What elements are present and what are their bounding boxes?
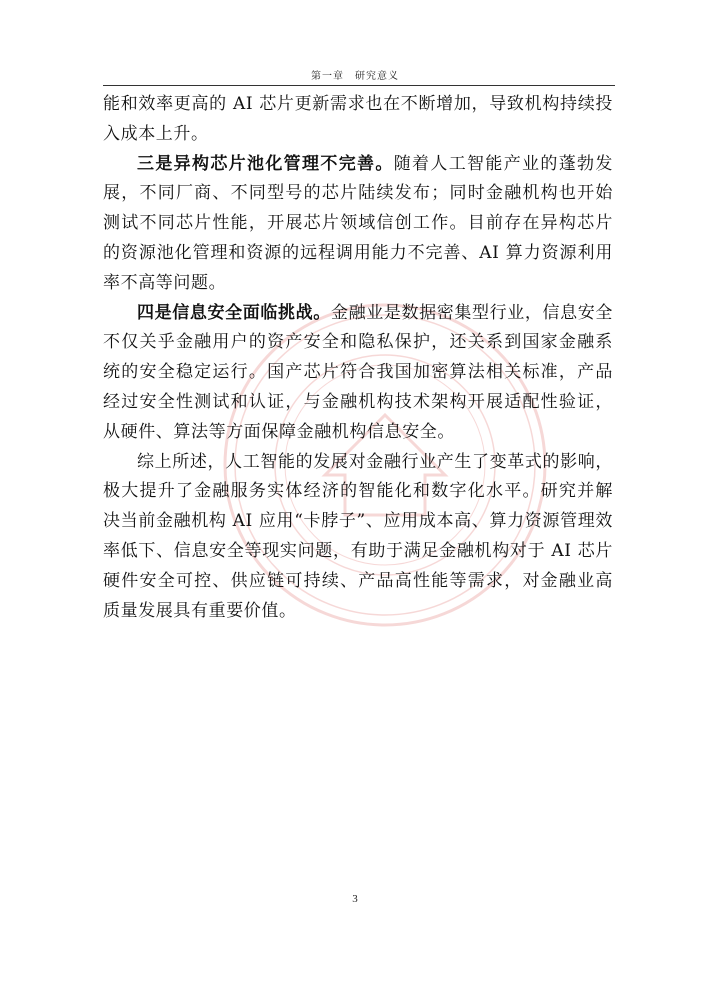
paragraph-point-three: [103, 150, 613, 299]
page-number: 3: [352, 893, 358, 905]
paragraph-text: 综上所述，人工智能的发展对金融行业产生了变革式的影响，极大提升了金融服务实体经济的智能化和数字化水平。研究并解决当前金融机构 AI 应用“卡脖子”、应用成本高、算力资源管理效率低下、信息安全等现实问题，有助于满足金融机构对于 AI 芯片硬件安全可控、供应链可持续、产品高性能等需求，对金融业高质量发展具有重要价值。: [103, 451, 613, 621]
paragraph-point-four: [103, 299, 613, 448]
paragraph-text: 随着人工智能产业的蓬勃发展，不同厂商、不同型号的芯片陆续发布；同时金融机构也开始测试不同芯片性能，开展芯片领域信创工作。目前存在异构芯片的资源池化管理和资源的远程调用能力不完善、AI 算力资源利用率不高等问题。: [103, 153, 613, 293]
running-header: 第一章 研究意义: [311, 71, 399, 82]
paragraph-lead: 三是异构芯片池化管理不完善。: [137, 153, 394, 174]
paragraph-text: 金融业是数据密集型行业，信息安全不仅关乎金融用户的资产安全和隐私保护，还关系到国家金融系统的安全稳定运行。国产芯片符合我国加密算法相关标准，产品经过安全性测试和认证，与金融机构技术架构开展适配性验证，从硬件、算法等方面保障金融机构信息安全。: [103, 302, 613, 442]
body-text: [103, 90, 613, 626]
header-rule: [103, 85, 615, 86]
paragraph-lead: 四是信息安全面临挑战。: [137, 302, 331, 323]
paragraph-text: 能和效率更高的 AI 芯片更新需求也在不断增加，导致机构持续投入成本上升。: [103, 94, 613, 144]
paragraph-continued: [103, 90, 613, 150]
paragraph-summary: [103, 448, 613, 627]
